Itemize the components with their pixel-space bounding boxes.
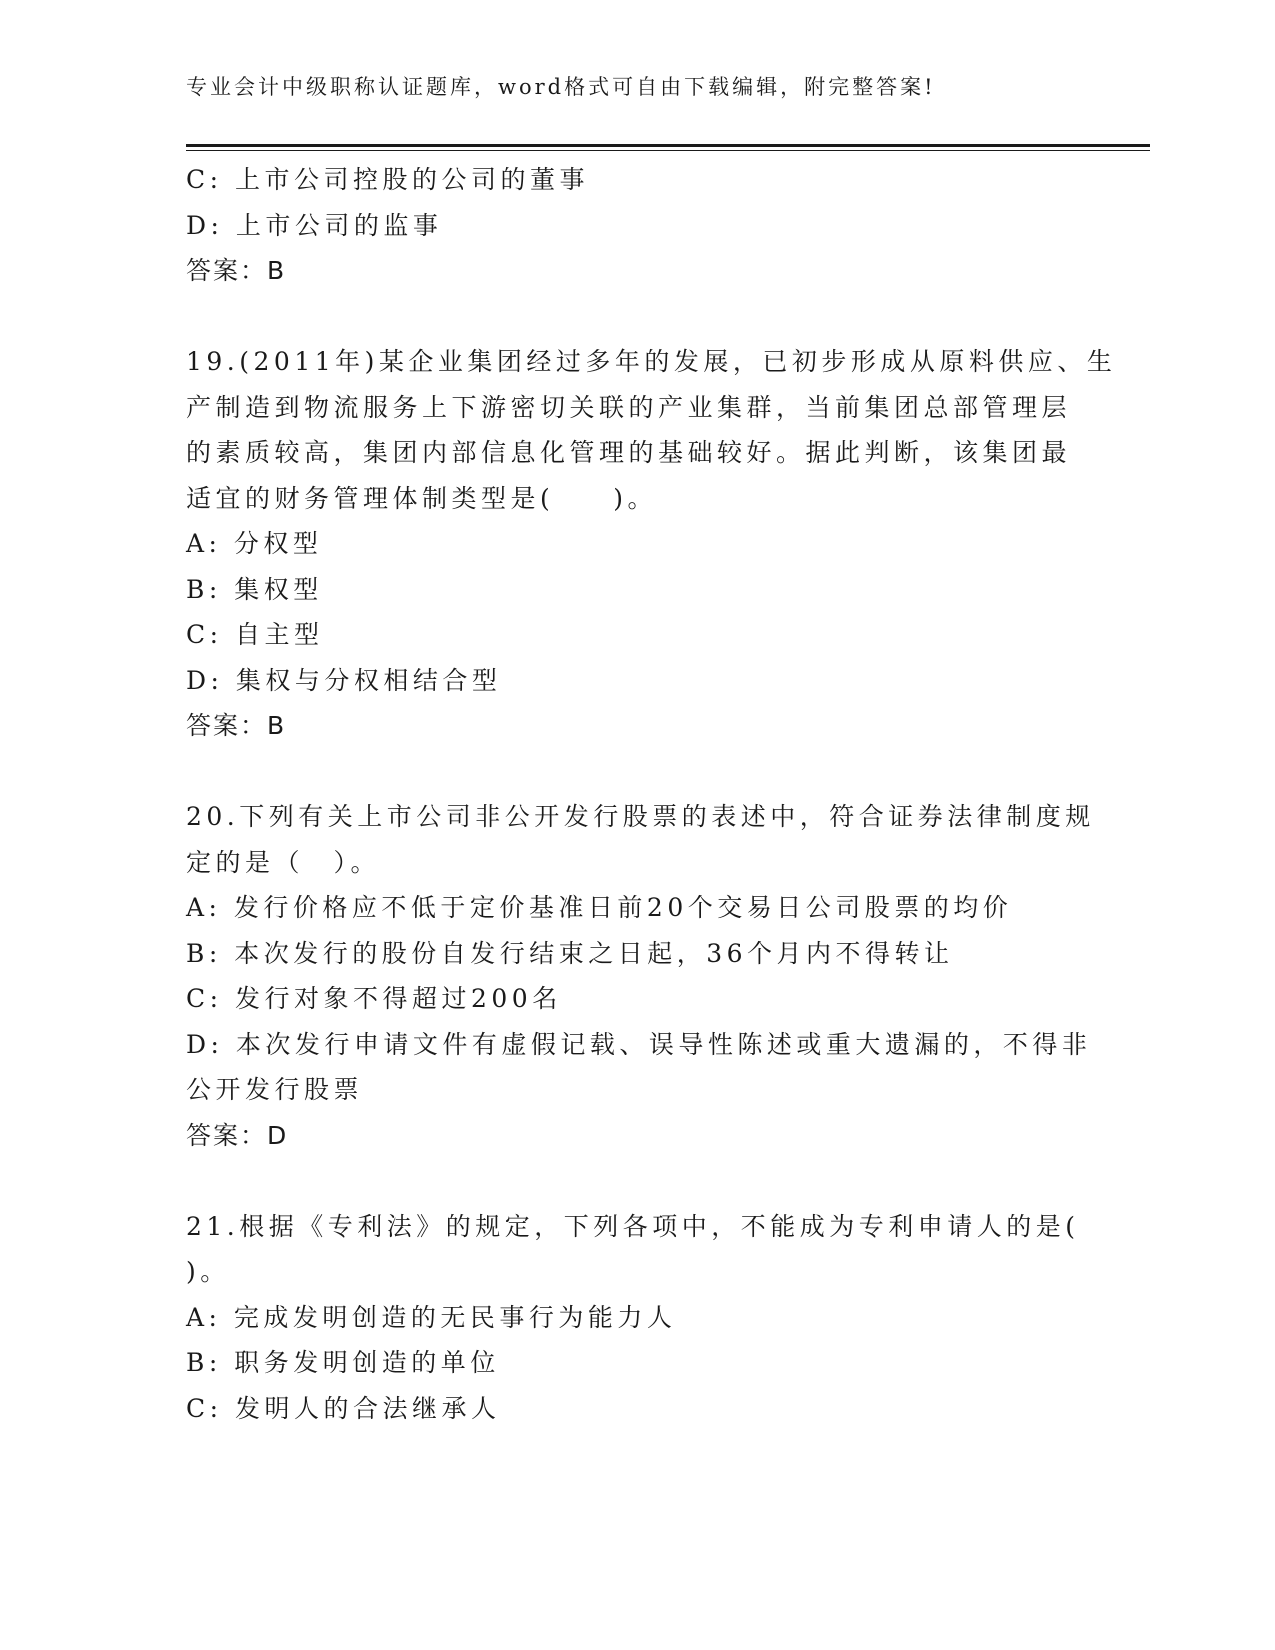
option-a: A: 分权型 <box>186 529 323 558</box>
option-d-continued: 公开发行股票 <box>186 1075 364 1104</box>
spacer <box>186 1158 1086 1204</box>
option-c: C: 上市公司控股的公司的董事 <box>186 165 589 194</box>
question-stem-line: 21.根据《专利法》的规定，下列各项中，不能成为专利申请人的是( <box>186 1211 1080 1241</box>
question-stem-line: )。 <box>186 1257 230 1286</box>
question-20 <box>186 794 1095 1158</box>
option-b: B: 集权型 <box>186 574 323 604</box>
option-c: C: 发明人的合法继承人 <box>186 1393 501 1423</box>
option-c: C: 发行对象不得超过200名 <box>186 984 562 1013</box>
option-b: B: 本次发行的股份自发行结束之日起，36个月内不得转让 <box>186 938 954 968</box>
answer-line: 答案：B <box>186 256 287 285</box>
previous-question-tail <box>186 157 1086 294</box>
question-stem-line: 适宜的财务管理体制类型是( )。 <box>186 483 658 513</box>
option-a: A: 完成发明创造的无民事行为能力人 <box>186 1302 677 1332</box>
option-b: B: 职务发明创造的单位 <box>186 1348 500 1377</box>
header-divider <box>186 144 1150 151</box>
option-d: D: 集权与分权相结合型 <box>186 665 502 695</box>
question-stem-line: 19.(2011年)某企业集团经过多年的发展，已初步形成从原料供应、生 <box>186 347 1117 376</box>
question-stem-line: 定的是（ ）。 <box>186 847 381 877</box>
page-header: 专业会计中级职称认证题库，word格式可自由下载编辑，附完整答案! <box>186 75 936 99</box>
option-d: D: 本次发行申请文件有虚假记载、误导性陈述或重大遗漏的，不得非 <box>186 1029 1092 1059</box>
question-21 <box>186 1204 1086 1432</box>
spacer <box>186 749 1086 795</box>
answer-line: 答案：D <box>186 1120 289 1150</box>
option-a: A: 发行价格应不低于定价基准日前20个交易日公司股票的均价 <box>186 893 1013 922</box>
option-d: D: 上市公司的监事 <box>186 210 443 240</box>
document-body <box>186 157 1117 1431</box>
question-stem-line: 20.下列有关上市公司非公开发行股票的表述中，符合证券法律制度规 <box>186 802 1095 831</box>
question-stem-line: 产制造到物流服务上下游密切关联的产业集群，当前集团总部管理层 <box>186 392 1072 422</box>
spacer <box>186 294 1086 340</box>
question-19 <box>186 339 1117 749</box>
question-stem-line: 的素质较高，集团内部信息化管理的基础较好。据此判断，该集团最 <box>186 438 1072 467</box>
option-c: C: 自主型 <box>186 620 324 649</box>
answer-line: 答案：B <box>186 711 287 740</box>
